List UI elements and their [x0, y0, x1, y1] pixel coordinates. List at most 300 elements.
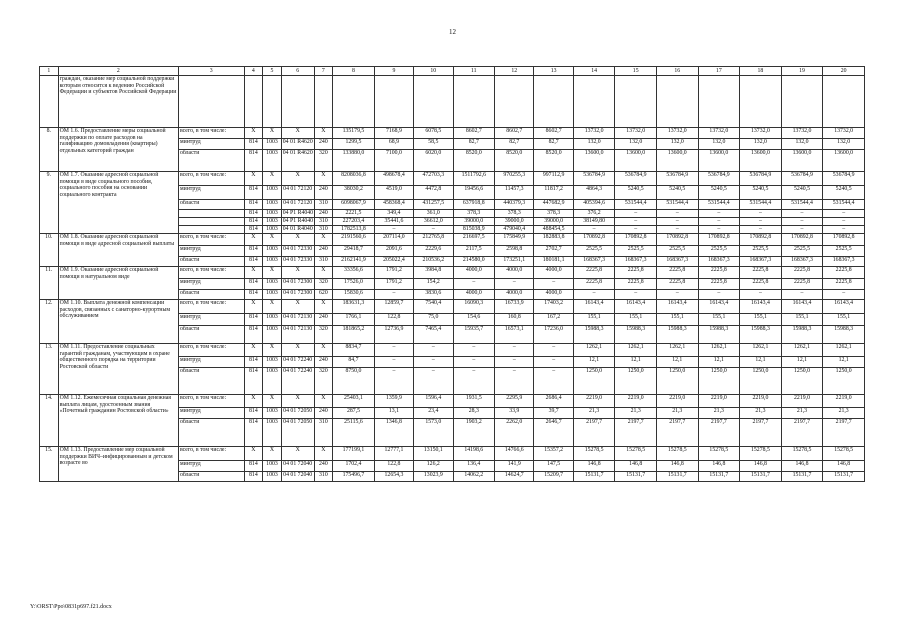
value-cell: 155,1 — [781, 314, 823, 326]
value-cell: 15935,7 — [453, 326, 495, 344]
funding-source-cell: области — [178, 472, 244, 482]
value-cell: X — [244, 395, 263, 408]
value-cell: 75,0 — [414, 314, 453, 326]
value-cell: 814 — [244, 408, 263, 419]
value-cell: 1003 — [263, 314, 282, 326]
value-cell: 126,2 — [414, 461, 453, 472]
row-number: 9. — [40, 172, 59, 234]
value-cell: 814 — [244, 200, 263, 210]
value-cell: 207114,0 — [374, 234, 413, 246]
value-cell: 1791,2 — [374, 267, 413, 279]
value-cell: 1003 — [263, 461, 282, 472]
value-cell: 170892,8 — [656, 234, 698, 246]
value-cell: 440379,3 — [495, 200, 534, 210]
value-cell: 04 01 R4040 — [282, 226, 313, 232]
value-cell: 536784,9 — [781, 172, 823, 186]
value-cell: 13150,1 — [414, 447, 453, 461]
value-cell: 182883,8 — [534, 234, 573, 246]
value-cell: 15988,3 — [740, 326, 782, 344]
value-cell: X — [281, 128, 314, 139]
value-cell: 2225,8 — [823, 267, 865, 279]
value-cell: – — [414, 344, 453, 357]
value-cell: 536784,9 — [823, 172, 865, 186]
value-cell: 58,5 — [414, 139, 453, 150]
value-cell: 405394,6 — [573, 200, 615, 210]
value-cell — [698, 76, 740, 128]
value-cell: 15131,7 — [698, 472, 740, 482]
value-cell: – — [414, 357, 453, 368]
value-cell — [333, 76, 375, 128]
column-number-header — [40, 67, 865, 76]
value-cell: 12736,9 — [374, 326, 413, 344]
value-cell: X — [281, 234, 314, 246]
value-cell: 1003 — [263, 139, 282, 150]
value-cell: 1262,1 — [781, 344, 823, 357]
value-cell: 141,9 — [495, 461, 534, 472]
value-cell: 12,1 — [823, 357, 865, 368]
table-body — [40, 67, 865, 482]
value-cell: 23,4 — [414, 408, 453, 419]
value-cell: 1250,0 — [698, 368, 740, 395]
value-cell: 814 — [244, 461, 263, 472]
value-cell: 1003 — [263, 150, 282, 172]
value-cell: 15131,7 — [615, 472, 657, 482]
value-cell: 15131,7 — [740, 472, 782, 482]
value-cell: – — [740, 210, 782, 218]
value-cell: – — [740, 218, 782, 226]
value-cell: 2197,7 — [698, 419, 740, 447]
value-cell: 4000,0 — [534, 290, 573, 300]
value-cell: 814 — [244, 314, 263, 326]
value-cell: 133880,0 — [333, 150, 375, 172]
funding-source-cell: всего, в том числе: — [178, 447, 244, 461]
value-cell: 1003 — [263, 419, 282, 447]
value-cell: 8602,7 — [453, 128, 495, 139]
value-cell: 13732,0 — [573, 128, 615, 139]
value-cell: 04 01 R4620 — [281, 139, 314, 150]
value-cell: – — [698, 210, 740, 218]
value-cell: 240 — [314, 314, 333, 326]
value-cell: X — [314, 234, 333, 246]
funding-source-cell: всего, в том числе: — [178, 395, 244, 408]
value-cell: 1003 — [263, 210, 282, 218]
value-cell: 2219,0 — [698, 395, 740, 408]
value-cell: 12859,7 — [374, 300, 413, 314]
value-cell: 287,5 — [333, 408, 375, 419]
value-cell: 15988,3 — [781, 326, 823, 344]
funding-source-cell — [178, 76, 244, 128]
value-cell: – — [656, 218, 698, 226]
header-cell: 5 — [263, 67, 282, 76]
value-cell: 8750,0 — [333, 368, 375, 395]
value-cell: X — [281, 267, 314, 279]
row-number: 11. — [40, 267, 59, 300]
header-cell: 14 — [573, 67, 615, 76]
value-cell: 15988,3 — [698, 326, 740, 344]
value-cell: 2219,0 — [656, 395, 698, 408]
funding-source-cell — [178, 210, 244, 218]
value-cell: 1003 — [263, 186, 282, 200]
value-cell: X — [281, 300, 314, 314]
header-cell: 13 — [534, 67, 573, 76]
value-cell: 531544,4 — [656, 200, 698, 210]
value-cell: X — [281, 395, 314, 408]
funding-source-cell: области — [178, 368, 244, 395]
value-cell: 183631,3 — [333, 300, 375, 314]
value-cell: 04 01 72330 — [281, 246, 314, 257]
value-cell: 2225,8 — [656, 267, 698, 279]
value-cell: 146,8 — [740, 461, 782, 472]
value-cell: 240 — [314, 408, 333, 419]
value-cell: 170892,8 — [615, 234, 657, 246]
row-number — [40, 76, 59, 128]
value-cell: 814 — [244, 368, 263, 395]
header-cell: 1 — [40, 67, 59, 76]
value-cell: 2219,0 — [615, 395, 657, 408]
value-cell: 12,1 — [740, 357, 782, 368]
value-cell: – — [534, 368, 573, 395]
value-cell: 33356,6 — [333, 267, 375, 279]
value-cell: 6020,0 — [414, 150, 453, 172]
value-cell: X — [314, 172, 333, 186]
value-cell: 240 — [314, 246, 333, 257]
value-cell: 2295,9 — [495, 395, 534, 408]
value-cell: 13600,0 — [740, 150, 782, 172]
value-cell: 173251,1 — [495, 257, 534, 267]
funding-source-cell: всего, в том числе: — [178, 234, 244, 246]
value-cell: 2221,5 — [333, 210, 375, 218]
value-cell: 29418,7 — [333, 246, 375, 257]
header-cell: 3 — [178, 67, 244, 76]
value-cell: 146,8 — [656, 461, 698, 472]
value-cell: 2229,6 — [414, 246, 453, 257]
header-cell: 9 — [374, 67, 413, 76]
value-cell: 814 — [244, 326, 263, 344]
value-cell: 1250,0 — [740, 368, 782, 395]
value-cell: 1702,4 — [333, 461, 375, 472]
value-cell: 04 01 72240 — [281, 357, 314, 368]
value-cell: 8834,7 — [333, 344, 375, 357]
value-cell: 1250,0 — [573, 368, 615, 395]
funding-source-cell: всего, в том числе: — [178, 128, 244, 139]
header-cell: 6 — [281, 67, 314, 76]
value-cell: 25115,6 — [333, 419, 375, 447]
value-cell: 13023,9 — [414, 472, 453, 482]
value-cell: – — [781, 226, 823, 234]
value-cell: 82,7 — [495, 139, 534, 150]
value-cell: X — [314, 300, 333, 314]
page-number: 12 — [449, 28, 456, 36]
value-cell: X — [281, 344, 314, 357]
value-cell: – — [698, 290, 740, 300]
value-cell: – — [823, 218, 865, 226]
value-cell — [656, 76, 698, 128]
value-cell: 2525,5 — [698, 246, 740, 257]
value-cell: 1346,8 — [374, 419, 413, 447]
value-cell: 1003 — [263, 408, 282, 419]
value-cell: 2225,8 — [781, 267, 823, 279]
value-cell: 210536,2 — [414, 257, 453, 267]
value-cell: 16143,4 — [823, 300, 865, 314]
value-cell: 8520,0 — [495, 150, 534, 172]
value-cell: 13600,0 — [656, 150, 698, 172]
value-cell: 6078,5 — [414, 128, 453, 139]
header-cell: 19 — [781, 67, 823, 76]
value-cell: X — [314, 395, 333, 408]
value-cell: 2197,7 — [740, 419, 782, 447]
value-cell: 04 01 72300 — [281, 290, 314, 300]
value-cell: X — [314, 128, 333, 139]
value-cell: 12,1 — [781, 357, 823, 368]
value-cell: 155,1 — [698, 314, 740, 326]
value-cell: X — [263, 300, 282, 314]
value-cell: 16143,4 — [615, 300, 657, 314]
value-cell: 4000,0 — [453, 290, 495, 300]
value-cell: 155,1 — [573, 314, 615, 326]
value-cell: 170892,8 — [573, 234, 615, 246]
measure-name: граждан, оказание мер социальной поддержки которым относится к ведению Российской Федерации и субъектов Российской Федерации — [58, 76, 178, 128]
value-cell: 320 — [314, 368, 333, 395]
value-cell: 13600,0 — [573, 150, 615, 172]
value-cell: 170892,8 — [698, 234, 740, 246]
value-cell: 814 — [244, 210, 263, 218]
value-cell: 240 — [314, 461, 333, 472]
value-cell: 814 — [244, 246, 263, 257]
value-cell: 1250,0 — [823, 368, 865, 395]
value-cell: 814 — [244, 218, 263, 226]
funding-source-cell: области — [178, 200, 244, 210]
funding-source-cell: минтруд — [178, 139, 244, 150]
value-cell: 170892,8 — [740, 234, 782, 246]
value-cell: 154,2 — [414, 279, 453, 290]
value-cell: 4000,0 — [495, 267, 534, 279]
value-cell: 36612,0 — [414, 218, 453, 226]
value-cell: 175496,7 — [333, 472, 375, 482]
value-cell: 1003 — [263, 218, 282, 226]
value-cell: 815038,9 — [453, 226, 495, 234]
value-cell: 39000,0 — [495, 218, 534, 226]
value-cell: 146,8 — [781, 461, 823, 472]
value-cell: 2646,7 — [534, 419, 573, 447]
value-cell: 5240,5 — [615, 186, 657, 200]
value-cell: 12654,3 — [374, 472, 413, 482]
value-cell: 310 — [314, 218, 333, 226]
header-cell: 18 — [740, 67, 782, 76]
funding-source-cell: минтруд — [178, 279, 244, 290]
value-cell: 814 — [244, 186, 263, 200]
value-cell: – — [615, 210, 657, 218]
value-cell: 12777,1 — [374, 447, 413, 461]
value-cell: 2197,7 — [615, 419, 657, 447]
value-cell: 167,2 — [534, 314, 573, 326]
table-row — [40, 128, 865, 139]
value-cell: 970255,3 — [495, 172, 534, 186]
value-cell: 310 — [314, 472, 333, 482]
funding-source-cell: минтруд — [178, 357, 244, 368]
value-cell: 14624,7 — [495, 472, 534, 482]
value-cell: 310 — [314, 419, 333, 447]
funding-source-cell: области — [178, 419, 244, 447]
value-cell: 376,2 — [573, 210, 615, 218]
value-cell: 2225,8 — [698, 279, 740, 290]
value-cell: – — [698, 218, 740, 226]
value-cell: 135179,5 — [333, 128, 375, 139]
value-cell: X — [263, 128, 282, 139]
value-cell: 310 — [314, 226, 333, 234]
value-cell: 13732,0 — [823, 128, 865, 139]
value-cell: 814 — [244, 279, 263, 290]
value-cell: 15278,5 — [656, 447, 698, 461]
value-cell: X — [314, 344, 333, 357]
value-cell: 13732,0 — [615, 128, 657, 139]
value-cell: 2219,0 — [573, 395, 615, 408]
value-cell: 3984,8 — [414, 267, 453, 279]
funding-source-cell — [178, 226, 244, 234]
value-cell: 04 01 72300 — [281, 279, 314, 290]
value-cell: 11817,2 — [534, 186, 573, 200]
value-cell: 1003 — [263, 326, 282, 344]
value-cell: 15131,7 — [823, 472, 865, 482]
value-cell: 12,1 — [573, 357, 615, 368]
value-cell: 155,1 — [823, 314, 865, 326]
value-cell: 531544,4 — [698, 200, 740, 210]
value-cell: X — [263, 395, 282, 408]
value-cell: 2191560,6 — [333, 234, 375, 246]
value-cell: 378,3 — [534, 210, 573, 218]
value-cell: 25403,1 — [333, 395, 375, 408]
value-cell: – — [615, 218, 657, 226]
value-cell: 310 — [314, 200, 333, 210]
value-cell: 488454,5 — [534, 226, 573, 234]
value-cell — [573, 76, 615, 128]
value-cell: 536784,9 — [573, 172, 615, 186]
value-cell: 132,0 — [656, 139, 698, 150]
value-cell: 15278,5 — [615, 447, 657, 461]
value-cell: 320 — [314, 279, 333, 290]
header-cell: 12 — [495, 67, 534, 76]
value-cell: 814 — [244, 419, 263, 447]
value-cell: 146,8 — [573, 461, 615, 472]
row-number: 10. — [40, 234, 59, 267]
value-cell: 5240,5 — [698, 186, 740, 200]
value-cell: 240 — [314, 186, 333, 200]
value-cell: 155,1 — [615, 314, 657, 326]
value-cell: 212765,8 — [414, 234, 453, 246]
value-cell: X — [244, 267, 263, 279]
header-cell: 16 — [656, 67, 698, 76]
value-cell: 15988,3 — [656, 326, 698, 344]
value-cell: 13732,0 — [740, 128, 782, 139]
value-cell: 814 — [244, 150, 263, 172]
value-cell: 458368,4 — [374, 200, 413, 210]
value-cell: 6098067,9 — [333, 200, 375, 210]
measure-name: ОМ 1.8. Оказание адресной социальной помощи в виде адресной социальной выплаты — [58, 234, 178, 267]
value-cell: 637918,8 — [453, 200, 495, 210]
table-row — [40, 300, 865, 314]
header-cell: 11 — [453, 67, 495, 76]
value-cell: – — [374, 290, 413, 300]
value-cell: 168367,3 — [698, 257, 740, 267]
value-cell: 11457,3 — [495, 186, 534, 200]
value-cell — [615, 76, 657, 128]
value-cell: 168367,3 — [781, 257, 823, 267]
value-cell: – — [573, 290, 615, 300]
value-cell: 12,1 — [656, 357, 698, 368]
value-cell: 1782513,8 — [333, 226, 375, 234]
value-cell: 1791,2 — [374, 279, 413, 290]
value-cell: X — [281, 447, 314, 461]
value-cell: 2525,5 — [823, 246, 865, 257]
value-cell — [244, 76, 263, 128]
value-cell: 16090,3 — [453, 300, 495, 314]
value-cell: 2702,7 — [534, 246, 573, 257]
value-cell: 2525,5 — [615, 246, 657, 257]
value-cell: 2225,8 — [781, 279, 823, 290]
budget-table — [39, 66, 865, 482]
value-cell — [781, 76, 823, 128]
value-cell: 14062,2 — [453, 472, 495, 482]
header-cell: 20 — [823, 67, 865, 76]
value-cell: 146,8 — [823, 461, 865, 472]
value-cell: X — [244, 300, 263, 314]
value-cell: 16733,9 — [495, 300, 534, 314]
value-cell: 17403,2 — [534, 300, 573, 314]
value-cell: 320 — [314, 150, 333, 172]
value-cell: 378,3 — [453, 210, 495, 218]
value-cell: – — [374, 344, 413, 357]
header-cell: 7 — [314, 67, 333, 76]
value-cell: 39000,0 — [534, 218, 573, 226]
header-cell: 10 — [414, 67, 453, 76]
value-cell: 8602,7 — [534, 128, 573, 139]
value-cell: – — [374, 357, 413, 368]
value-cell: 04 01 72330 — [281, 257, 314, 267]
value-cell — [263, 76, 282, 128]
header-cell: 8 — [333, 67, 375, 76]
funding-source-cell: области — [178, 290, 244, 300]
value-cell: 16143,4 — [573, 300, 615, 314]
value-cell: 2197,7 — [823, 419, 865, 447]
value-cell: X — [314, 267, 333, 279]
value-cell: 132,0 — [823, 139, 865, 150]
value-cell: 15209,7 — [534, 472, 573, 482]
value-cell: 28,3 — [453, 408, 495, 419]
value-cell: 2162141,9 — [333, 257, 375, 267]
value-cell: 15988,3 — [573, 326, 615, 344]
value-cell: 122,8 — [374, 461, 413, 472]
value-cell: 1003 — [263, 357, 282, 368]
value-cell: 04 01 72040 — [281, 461, 314, 472]
value-cell: 2117,5 — [453, 246, 495, 257]
value-cell: 227203,4 — [333, 218, 375, 226]
value-cell: 814 — [244, 472, 263, 482]
value-cell: 04 01 72050 — [281, 419, 314, 447]
value-cell: 498678,4 — [374, 172, 413, 186]
value-cell: 136,4 — [453, 461, 495, 472]
value-cell: 21,3 — [781, 408, 823, 419]
value-cell: 132,0 — [573, 139, 615, 150]
value-cell: – — [453, 357, 495, 368]
value-cell: 8520,0 — [534, 150, 573, 172]
value-cell: 1299,5 — [333, 139, 375, 150]
value-cell: 168367,3 — [823, 257, 865, 267]
value-cell: X — [263, 172, 282, 186]
row-number: 13. — [40, 344, 59, 395]
value-cell: 349,4 — [374, 210, 413, 218]
value-cell: 310 — [314, 257, 333, 267]
value-cell: 13732,0 — [698, 128, 740, 139]
value-cell: 3830,6 — [414, 290, 453, 300]
